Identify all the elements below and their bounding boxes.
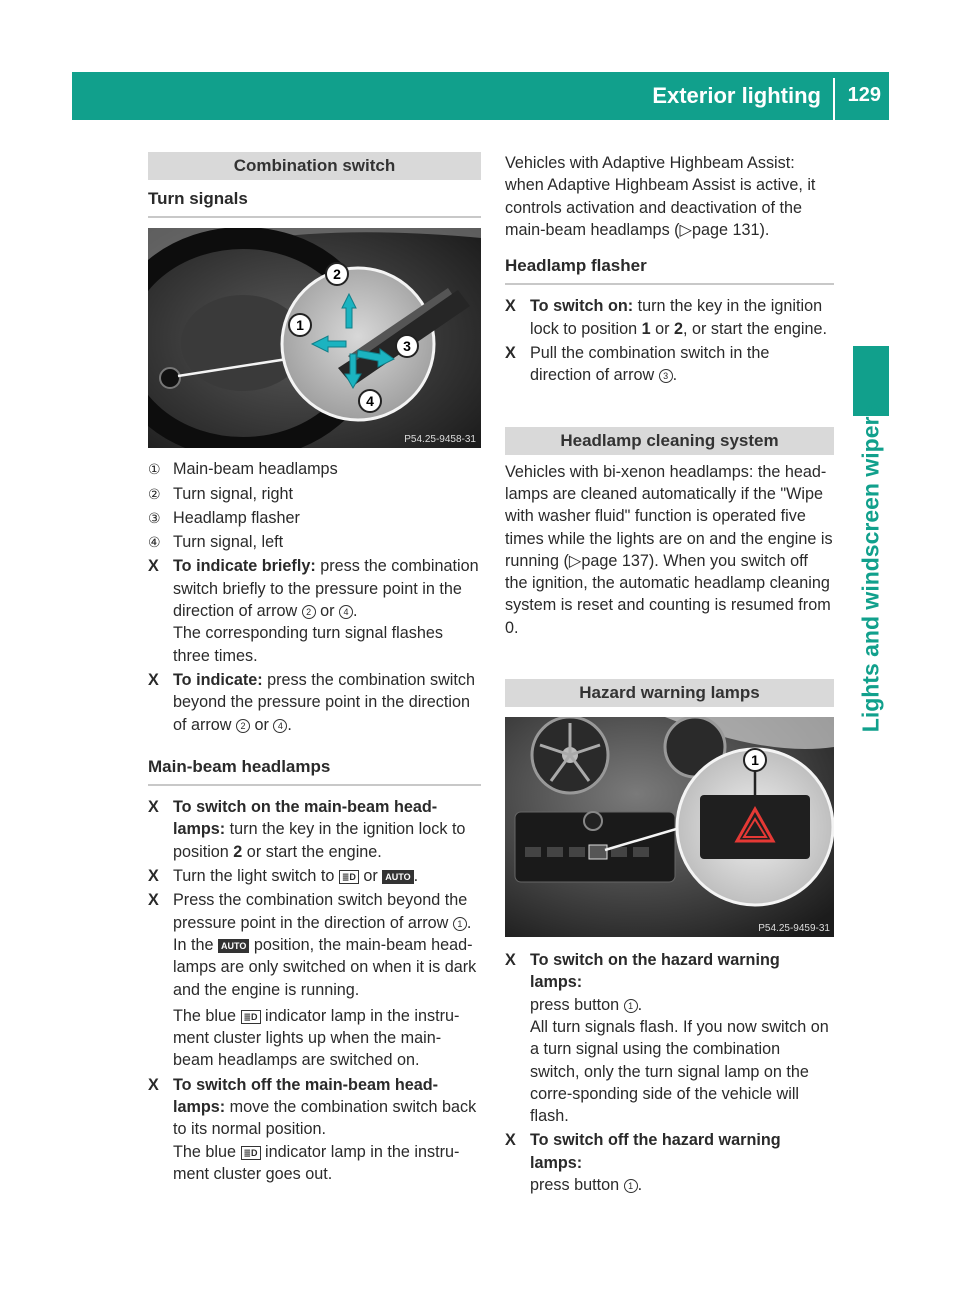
step-main-beam-on: X To switch on the main-beam head-lamps: turn the key in the ignition lock to position 2 or start the engine. xyxy=(148,798,466,861)
step-flasher-pull: X Pull the combination switch in the direction of arrow 3 . xyxy=(505,344,770,385)
callout-1-hazard: 1 xyxy=(751,752,759,769)
heading-main-beam: Main-beam headlamps xyxy=(148,756,481,786)
step-flasher-on: X To switch on: turn the key in the ignition lock to position 1 or 2, or start the engine. xyxy=(505,297,827,338)
step-light-switch: X Turn the light switch to ≣D or AUTO . xyxy=(148,867,419,886)
main-beam-icon: ≣D xyxy=(241,1146,261,1160)
callout-1: 1 xyxy=(296,317,304,334)
heading-turn-signals: Turn signals xyxy=(148,188,481,218)
main-beam-icon: ≣D xyxy=(339,870,359,884)
right-column xyxy=(505,152,834,1198)
combination-switch-photo xyxy=(148,228,481,448)
hazard-console-illustration xyxy=(505,717,834,937)
adaptive-highbeam-note: Vehicles with Adaptive Highbeam Assist: when Adaptive Highbeam Assist is active, it controls activation and deactivation of the main-beam headlamps (▷page 131). xyxy=(505,154,816,239)
chapter-side-label: Lights and windscreen wipers xyxy=(857,403,884,733)
step-hazard-off: X To switch off the hazard warning lamps: press button 1 . xyxy=(505,1131,781,1195)
main-beam-icon: ≣D xyxy=(241,1010,261,1024)
photo-code: P54.25-9458-31 xyxy=(404,434,476,446)
header-separator xyxy=(833,78,835,120)
auto-icon: AUTO xyxy=(382,870,413,884)
photo-code-hazard: P54.25-9459-31 xyxy=(758,923,830,935)
heading-headlamp-flasher: Headlamp flasher xyxy=(505,255,834,285)
auto-icon: AUTO xyxy=(218,939,249,953)
callout-4: 4 xyxy=(366,393,374,410)
headlamp-cleaning-text: Vehicles with bi-xenon headlamps: the head-lamps are cleaned automatically if the "Wipe with washer fluid" function is operated five times while the lights are on and the engine is running (▷page 137). When you switch off the ignition, the automatic headlamp cleaning system is reset and counting is resumed from 0. xyxy=(505,462,833,637)
legend-item-3: ③ Headlamp flasher xyxy=(148,508,300,527)
left-column xyxy=(148,152,481,1187)
hazard-button-photo xyxy=(505,717,834,937)
page-number: 129 xyxy=(847,84,881,106)
callout-2: 2 xyxy=(333,266,341,283)
chapter-title: Exterior lighting xyxy=(652,83,821,108)
legend-list xyxy=(148,458,481,553)
step-hazard-on: X To switch on the hazard warning lamps: press button 1 . All turn signals flash. If you now switch on a turn signal using the combination switch, only the turn signal lamp on the corre-sponding side of the vehicle will flash. xyxy=(505,951,829,1126)
page-header xyxy=(72,72,889,120)
step-main-beam-off: X To switch off the main-beam head-lamps: move the combination switch back to its normal position. The blue ≣D indicator lamp in the instru-ment cluster goes out. xyxy=(148,1075,477,1183)
section-title-hazard-warning: Hazard warning lamps xyxy=(505,679,834,707)
step-indicate-briefly: X To indicate briefly: press the combination switch briefly to the pressure point in the direction of arrow 2 or 4 . The corresponding turn signal flashes three times. xyxy=(148,557,479,665)
section-title-headlamp-cleaning: Headlamp cleaning system xyxy=(505,427,834,455)
step-press-combination-switch: X Press the combination switch beyond the pressure point in the direction of arrow 1 . In the AUTO position, the main-beam head-lamps are only switched on when it is dark and the engine is running. The blue ≣D indicator lamp in the instru-ment cluster lights up when the main-beam headlamps are switched on. xyxy=(148,891,477,1070)
legend-item-2: ② Turn signal, right xyxy=(148,484,293,503)
step-indicate: X To indicate: press the combination switch beyond the pressure point in the direction of arrow 2 or 4 . xyxy=(148,670,475,734)
callout-3: 3 xyxy=(403,338,411,355)
combination-switch-illustration xyxy=(148,228,481,448)
legend-item-1: ① Main-beam headlamps xyxy=(148,460,338,479)
legend-item-4: ④ Turn signal, left xyxy=(148,533,284,552)
section-title-combination-switch: Combination switch xyxy=(148,152,481,180)
